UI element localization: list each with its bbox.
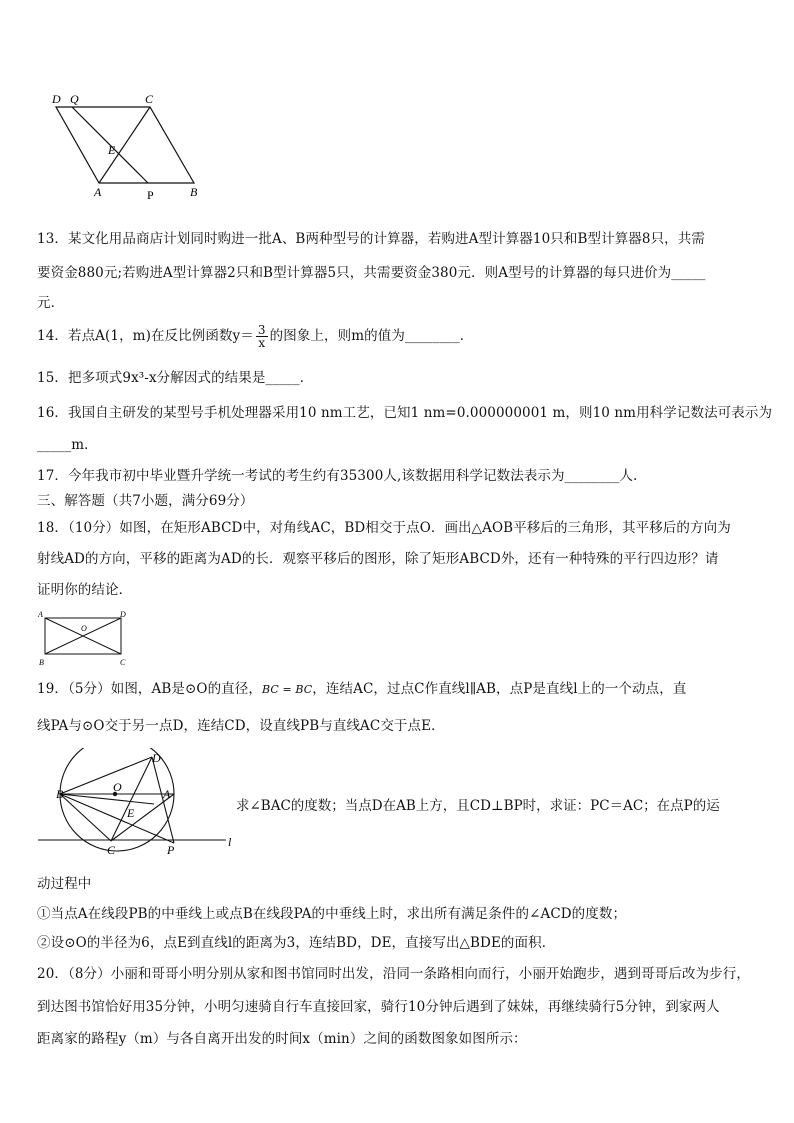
q19-side-text: 求∠BAC的度数；当点D在AB上方，且CD⊥BP时，求证：PC＝AC；在点P的运 <box>236 798 720 814</box>
rectangle-figure <box>36 607 132 669</box>
label-A: A <box>38 610 43 619</box>
q14-numerator: 3 <box>257 323 266 337</box>
label-Q: Q <box>70 92 79 106</box>
q15: 15．把多项式9x³-x分解因式的结果是_____． <box>37 370 314 386</box>
label-P: P <box>147 188 154 202</box>
label-E: E <box>127 806 135 820</box>
q18-line1: 18．（10分）如图，在矩形ABCD中，对角线AC，BD相交于点O．画出△AOB平移后的三角形，其平移后的方向为 <box>37 520 731 536</box>
segment-dc <box>111 757 152 841</box>
q19-line3: 动过程中 <box>37 876 92 892</box>
q14-fraction <box>256 324 268 349</box>
q16-line1: 16．我国自主研发的某型号手机处理器采用10 nm工艺，已知1 nm=0.000000001 m，则10 nm用科学记数法可表示为 <box>37 405 773 421</box>
q20-line2: 到达图书馆恰好用35分钟，小明匀速骑自行车直接回家，骑行10分钟后遇到了妹妹，再继续骑行5分钟，到家两人 <box>37 999 720 1015</box>
q20-line1: 20．（8分）小丽和哥哥小明分别从家和图书馆同时出发，沿同一条路相向而行，小丽开始跑步，遇到哥哥后改为步行， <box>37 966 750 982</box>
label-l: l <box>228 835 232 849</box>
q20-line3: 距离家的路程y（m）与各自离开出发的时间x（min）之间的函数图象如图所示： <box>37 1031 527 1047</box>
q18-line2: 射线AD的方向，平移的距离为AD的长．观察平移后的图形，除了矩形ABCD外，还有一种特殊的平行四边形？请 <box>37 551 719 567</box>
label-A: A <box>163 787 171 801</box>
q13-line1: 13．某文化用品商店计划同时购进一批A、B两种型号的计算器，若购进A型计算器10只和B型计算器8只，共需 <box>37 231 705 247</box>
label-B: B <box>190 185 198 199</box>
label-C: C <box>107 843 116 857</box>
q19-line1 <box>37 681 686 698</box>
label-P: P <box>167 843 175 857</box>
q14-pre: 14．若点A(1，m)在反比例函数y＝ <box>37 328 254 344</box>
q13-line3: 元． <box>37 295 65 311</box>
q19-item1: ①当点A在线段PB的中垂线上或点B在线段PA的中垂线上时，求出所有满足条件的∠ACD的度数； <box>37 906 627 922</box>
q19-post: ，连结AC，过点C作直线l∥AB，点P是直线l上的一个动点，直 <box>312 681 687 697</box>
segment-bx <box>60 794 154 804</box>
q17: 17．今年我市初中毕业暨升学统一考试的考生约有35300人,该数据用科学记数法表示为________人. <box>37 468 638 484</box>
segment-bd <box>60 757 152 794</box>
q14-post: 的图象上，则m的值为________． <box>269 328 474 344</box>
label-O: O <box>113 780 122 794</box>
q14-denominator: x <box>258 336 266 350</box>
q13-line2: 要资金880元;若购进A型计算器2只和B型计算器5只，共需要资金380元．则A型号的计算器的每只进价为_____ <box>37 265 706 281</box>
segment-bp <box>60 794 174 843</box>
q19-pre: 19．（5分）如图，AB是⊙O的直径， <box>37 681 262 697</box>
label-B: B <box>56 787 64 801</box>
q19-line2: 线PA与⊙O交于另一点D，连结CD，设直线PB与直线AC交于点E． <box>37 718 445 734</box>
label-D: D <box>152 751 161 765</box>
segment-ac <box>111 794 174 841</box>
label-C: C <box>145 92 154 106</box>
circle-figure <box>36 748 236 858</box>
q16-line2: _____m． <box>37 437 98 453</box>
q14 <box>37 322 473 350</box>
parallelogram-figure <box>40 88 210 203</box>
diagonal-ac <box>99 107 150 183</box>
label-D: D <box>120 610 126 619</box>
q19-arc-equation: BC = BC <box>261 683 313 696</box>
q18-line3: 证明你的结论． <box>37 582 133 598</box>
label-O: O <box>81 624 87 633</box>
label-B: B <box>39 658 44 667</box>
label-A: A <box>94 185 102 199</box>
label-E: E <box>108 143 116 157</box>
label-C: C <box>120 658 126 667</box>
segment-bc <box>60 794 111 841</box>
label-D: D <box>52 92 61 106</box>
section-3-heading: 三、解答题（共7小题，满分69分） <box>37 493 254 509</box>
q19-item2: ②设⊙O的半径为6，点E到直线l的距离为3，连结BD，DE，直接写出△BDE的面积． <box>37 935 556 951</box>
